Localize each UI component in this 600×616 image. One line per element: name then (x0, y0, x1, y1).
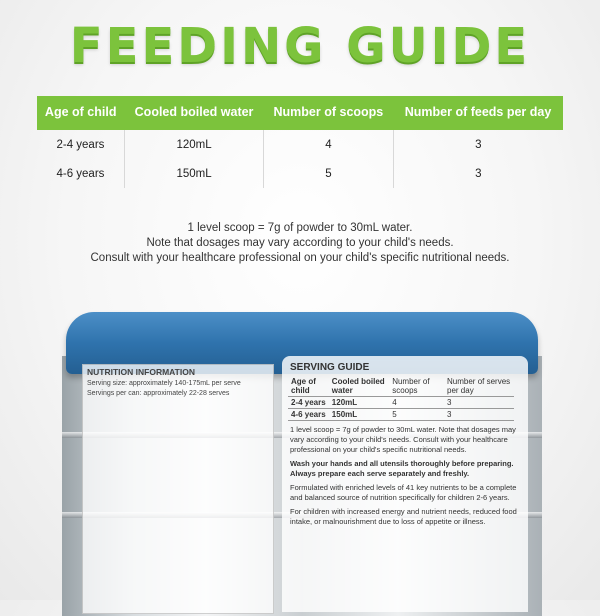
sg-cell: 3 (444, 397, 514, 409)
sg-cell: 150mL (329, 409, 389, 421)
sg-header: Number of scoops (389, 376, 444, 397)
sg-cell: 2-4 years (288, 397, 329, 409)
column-header-scoops: Number of scoops (264, 96, 393, 130)
sg-text: Wash your hands and all utensils thoroughly before preparing. Always prepare each serve separately and freshly. (290, 459, 514, 478)
table-row (37, 130, 563, 159)
cell-water: 150mL (124, 159, 263, 188)
sg-header: Cooled boiled water (329, 376, 389, 397)
column-header-feeds: Number of feeds per day (393, 96, 563, 130)
feeding-guide-table (37, 96, 563, 188)
table-row (288, 397, 514, 409)
table-header-row (37, 96, 563, 130)
sg-cell: 3 (444, 409, 514, 421)
sg-cell: 4-6 years (288, 409, 329, 421)
nutrition-panel (82, 364, 274, 614)
serving-guide-title: SERVING GUIDE (290, 362, 370, 373)
column-header-water: Cooled boiled water (124, 96, 263, 130)
cell-scoops: 5 (264, 159, 393, 188)
cell-scoops: 4 (264, 130, 393, 159)
cell-age: 4-6 years (37, 159, 124, 188)
table-row (288, 409, 514, 421)
sg-header: Number of serves per day (444, 376, 514, 397)
cell-feeds: 3 (475, 167, 482, 180)
sg-text: 1 level scoop = 7g of powder to 30mL water. Note that dosages may vary according to your child's needs. Consult with your healthcare professional on your child's specific nutritional needs. (290, 425, 516, 454)
cell-feeds: 3 (475, 138, 482, 151)
table-row (37, 159, 563, 188)
nutrition-line: Serving size: approximately 140-175mL per serve (87, 380, 241, 387)
dosage-notes (0, 221, 600, 266)
sg-text: Formulated with enriched levels of 41 key nutrients to be a complete and balanced source of nutrition specifically for children 2-6 years. (290, 483, 517, 502)
nutrition-title: NUTRITION INFORMATION (87, 367, 195, 377)
sg-text: For children with increased energy and nutrient needs, reduced food intake, or malnourishment due to loss of appetite or illness. (290, 507, 517, 526)
sg-cell: 5 (389, 409, 444, 421)
cell-age: 2-4 years (37, 130, 124, 159)
page-title: FEEDING GUIDE (69, 18, 531, 74)
sg-header: Age of child (288, 376, 329, 397)
nutrition-line: Servings per can: approximately 22-28 serves (87, 390, 230, 397)
sg-cell: 4 (389, 397, 444, 409)
serving-guide-table (288, 376, 514, 421)
serving-guide-panel (282, 356, 528, 612)
cell-water: 120mL (124, 130, 263, 159)
table-row (288, 376, 514, 397)
product-can-image (52, 312, 552, 612)
note-line: 1 level scoop = 7g of powder to 30mL water. (187, 222, 413, 234)
note-line: Consult with your healthcare professional on your child's specific nutritional needs. (90, 252, 510, 264)
note-line: Note that dosages may vary according to your child's needs. (146, 237, 454, 249)
column-header-age: Age of child (37, 96, 124, 130)
sg-cell: 120mL (329, 397, 389, 409)
